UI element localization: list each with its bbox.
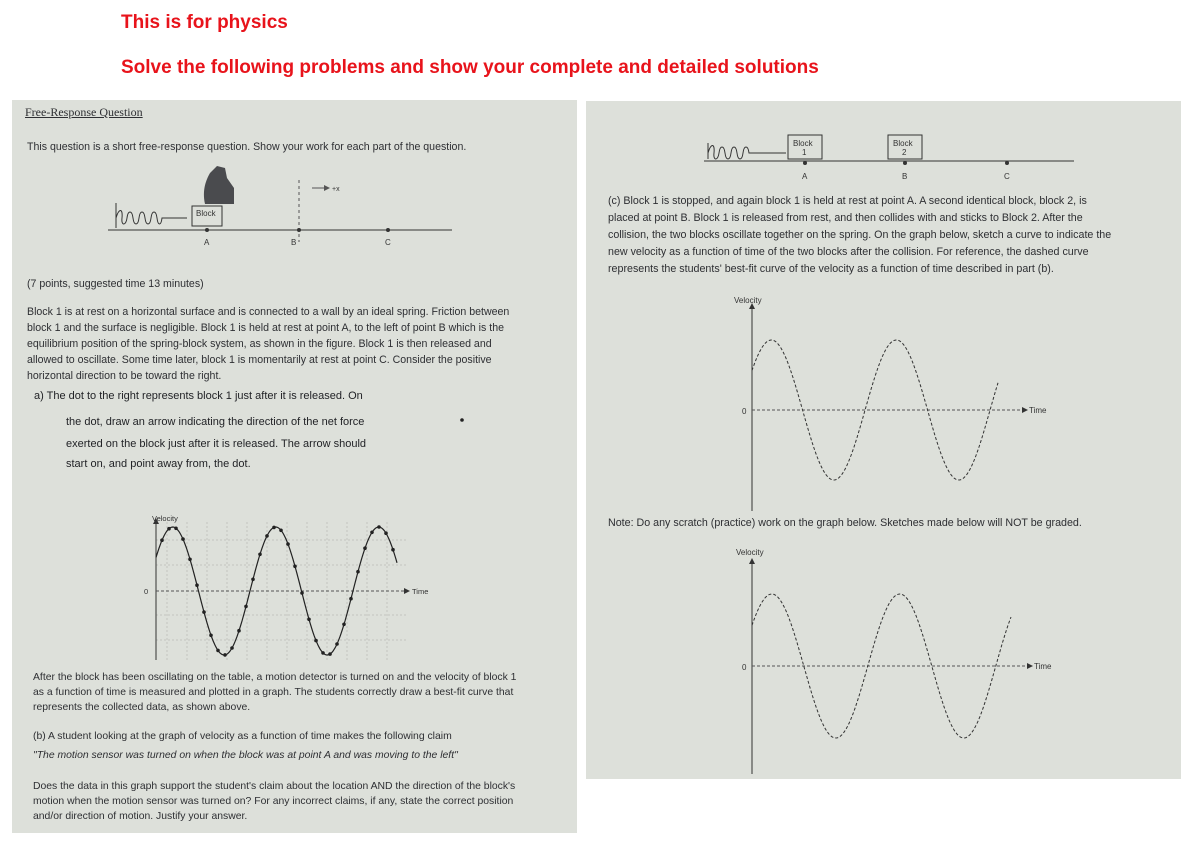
after-graph-line: as a function of time is measured and plotted in a graph. The students correctly draw a best-fit curve that bbox=[33, 687, 514, 698]
data-point bbox=[293, 565, 297, 569]
data-point bbox=[237, 629, 241, 633]
graph2-origin: 0 bbox=[742, 663, 747, 672]
graph2-y-label: Velocity bbox=[736, 548, 764, 557]
spring-icon bbox=[708, 143, 786, 159]
part-c-line: new velocity as a function of time of the two blocks after the collision. For reference, the dashed curve bbox=[608, 246, 1089, 258]
graph-origin: 0 bbox=[144, 587, 149, 596]
data-point bbox=[188, 558, 192, 562]
data-point bbox=[272, 526, 276, 530]
point-c-label: C bbox=[1004, 172, 1010, 181]
graph-y-label: Velocity bbox=[152, 514, 178, 523]
data-point bbox=[300, 591, 304, 595]
data-point bbox=[307, 618, 311, 622]
data-point bbox=[377, 525, 381, 529]
block-dot bbox=[12, 100, 577, 500]
point-a-label: A bbox=[802, 172, 808, 181]
two-block-figure bbox=[586, 101, 1181, 191]
data-point bbox=[251, 578, 255, 582]
question-line: and/or direction of motion. Justify your answer. bbox=[33, 811, 248, 822]
data-point bbox=[181, 537, 185, 541]
data-point bbox=[202, 610, 206, 614]
block1-number: 1 bbox=[802, 148, 807, 157]
scratch-note: Note: Do any scratch (practice) work on the graph below. Sketches made below will NOT be graded. bbox=[608, 517, 1082, 529]
part-c-line: (c) Block 1 is stopped, and again block 1 is held at rest at point A. A second identical block, block 2, is bbox=[608, 195, 1087, 207]
graph2-x-label: Time bbox=[1034, 662, 1052, 671]
paragraph-line: block 1 and the surface is negligible. Block 1 is held at rest at point A, to the left of point B which is the bbox=[27, 322, 504, 334]
data-point bbox=[342, 623, 346, 627]
paragraph-line: allowed to oscillate. Some time later, block 1 is momentarily at rest at point C. Consider the positive bbox=[27, 354, 492, 366]
data-point bbox=[230, 646, 234, 650]
data-point bbox=[328, 652, 332, 656]
graph1-x-label: Time bbox=[1029, 406, 1047, 415]
data-point bbox=[314, 639, 318, 643]
graph1-origin: 0 bbox=[742, 407, 747, 416]
data-point bbox=[167, 527, 171, 531]
block-label: Block bbox=[196, 209, 216, 218]
point-b-label: B bbox=[291, 238, 297, 247]
part-a-line: exerted on the block just after it is released. The arrow should bbox=[66, 438, 367, 450]
part-b-text: (b) A student looking at the graph of velocity as a function of time makes the following claim bbox=[33, 731, 452, 742]
part-c-text bbox=[608, 193, 1111, 278]
block2-number: 2 bbox=[902, 148, 907, 157]
right-page bbox=[586, 101, 1181, 779]
data-point bbox=[223, 653, 227, 657]
part-c-line: represents the students' best-fit curve of the velocity as a function of time described in part (b). bbox=[608, 263, 1054, 275]
block2-label: Block bbox=[893, 139, 913, 148]
data-point bbox=[160, 538, 164, 542]
data-point bbox=[265, 534, 269, 538]
data-point bbox=[244, 605, 248, 609]
point-b-label: B bbox=[902, 172, 908, 181]
after-graph-line: After the block has been oscillating on the table, a motion detector is turned on and the velocity of block 1 bbox=[33, 672, 517, 683]
paragraph-line: horizontal direction to be toward the right. bbox=[27, 370, 222, 382]
student-claim: "The motion sensor was turned on when the block was at point A and was moving to the left" bbox=[33, 750, 458, 761]
data-point bbox=[279, 529, 283, 533]
data-point bbox=[356, 570, 360, 574]
point-c-label: C bbox=[385, 238, 391, 247]
points-note: (7 points, suggested time 13 minutes) bbox=[27, 278, 204, 290]
question-line: Does the data in this graph support the student's claim about the location AND the direction of the block's bbox=[33, 781, 516, 792]
data-point bbox=[335, 642, 339, 646]
answer-velocity-graph[interactable] bbox=[586, 291, 1181, 511]
data-point bbox=[286, 542, 290, 546]
part-a-line: start on, and point away from, the dot. bbox=[66, 458, 251, 470]
part-c-line: placed at point B. Block 1 is released from rest, and then collides with and sticks to Block 2. After the bbox=[608, 212, 1083, 224]
data-point bbox=[216, 649, 220, 653]
paragraph-line: Block 1 is at rest on a horizontal surface and is connected to a wall by an ideal spring. Friction between bbox=[27, 306, 510, 318]
velocity-graph bbox=[12, 500, 577, 660]
page-title: Free-Response Question bbox=[25, 105, 143, 119]
data-point bbox=[384, 531, 388, 535]
after-graph-line: represents the collected data, as shown above. bbox=[33, 702, 251, 713]
header-line-2: Solve the following problems and show your complete and detailed solutions bbox=[121, 57, 819, 78]
part-a-line: the dot, draw an arrow indicating the direction of the net force bbox=[66, 416, 365, 428]
graph-x-label: Time bbox=[412, 587, 429, 596]
part-c-line: collision, the two blocks oscillate together on the spring. On the graph below, sketch a curve to indicate the bbox=[608, 229, 1112, 241]
left-page bbox=[12, 100, 577, 833]
question-line: motion when the motion sensor was turned on? For any incorrect claims, if any, state the correct position bbox=[33, 796, 514, 807]
data-point bbox=[349, 597, 353, 601]
graph1-y-label: Velocity bbox=[734, 296, 762, 305]
intro-text: This question is a short free-response question. Show your work for each part of the question. bbox=[27, 141, 467, 153]
scratch-velocity-graph[interactable] bbox=[586, 546, 1181, 776]
data-point bbox=[370, 531, 374, 535]
data-point bbox=[195, 583, 199, 587]
data-point bbox=[209, 634, 213, 638]
data-point bbox=[321, 651, 325, 655]
block1-label: Block bbox=[793, 139, 813, 148]
data-point bbox=[174, 527, 178, 531]
after-graph-text bbox=[33, 670, 516, 715]
part-a-line: a) The dot to the right represents block 1 just after it is released. On bbox=[34, 390, 363, 402]
data-point bbox=[391, 548, 395, 552]
question-text bbox=[33, 779, 515, 824]
paragraph-line: equilibrium position of the spring-block system, as shown in the figure. Block 1 is then released and bbox=[27, 338, 492, 350]
data-point bbox=[363, 546, 367, 550]
direction-label: +x bbox=[332, 186, 340, 193]
data-point bbox=[258, 553, 262, 557]
header-line-1: This is for physics bbox=[121, 12, 288, 33]
point-a-label: A bbox=[204, 238, 210, 247]
